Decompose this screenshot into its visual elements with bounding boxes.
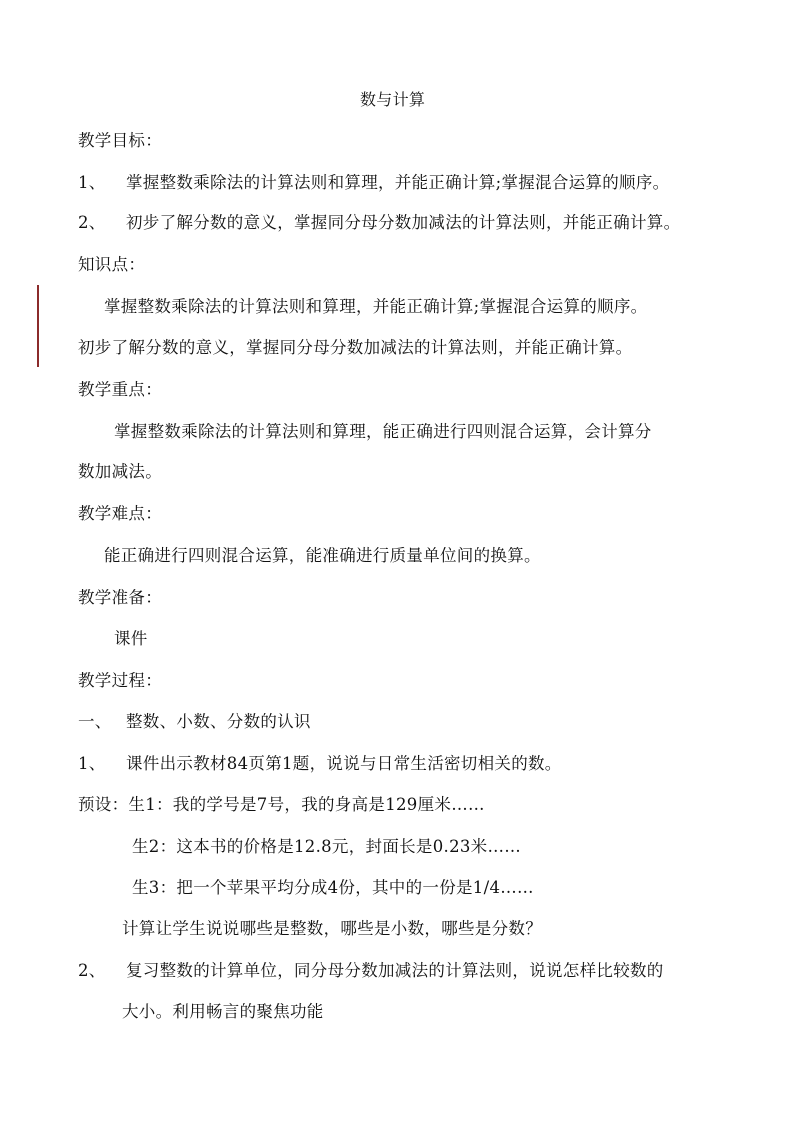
goals-heading: 教学目标： [78, 131, 162, 150]
key-line-2: 数加减法。 [78, 462, 162, 481]
goal-text: 掌握整数乘除法的计算法则和算理，并能正确计算;掌握混合运算的顺序。 [126, 173, 670, 192]
page-title: 数与计算 [360, 90, 426, 109]
step-2 [78, 960, 664, 982]
preset-line-1 [78, 794, 485, 816]
question-text: 计算让学生说说哪些是整数，哪些是小数，哪些是分数？ [122, 919, 542, 938]
part-text: 整数、小数、分数的认识 [126, 712, 311, 731]
goal-text: 初步了解分数的意义，掌握同分母分数加减法的计算法则，并能正确计算。 [126, 213, 681, 232]
key-line-1: 掌握整数乘除法的计算法则和算理，能正确进行四则混合运算，会计算分 [114, 422, 652, 441]
preset-line-2: 生2：这本书的价格是12.8元，封面长是0.23米…… [132, 837, 522, 856]
preset-line-3: 生3：把一个苹果平均分成4份，其中的一份是1/4…… [132, 878, 534, 897]
knowledge-item-2: 初步了解分数的意义，掌握同分母分数加减法的计算法则，并能正确计算。 [78, 338, 633, 357]
knowledge-heading: 知识点： [78, 255, 146, 274]
goal-item-2 [78, 212, 680, 234]
part-1 [78, 711, 311, 733]
step-text: 课件出示教材84页第1题，说说与日常生活密切相关的数。 [126, 754, 562, 773]
preset-text: 生1：我的学号是7号，我的身高是129厘米…… [128, 795, 485, 814]
difficult-text: 能正确进行四则混合运算，能准确进行质量单位间的换算。 [104, 546, 541, 565]
step-number: 2、 [78, 961, 106, 980]
goal-item-1 [78, 172, 669, 194]
step-text: 复习整数的计算单位，同分母分数加减法的计算法则，说说怎样比较数的 [126, 961, 664, 980]
step-1 [78, 753, 562, 775]
goal-number: 1、 [78, 173, 106, 192]
difficult-heading: 教学难点： [78, 504, 162, 523]
key-heading: 教学重点： [78, 380, 162, 399]
step-number: 1、 [78, 754, 106, 773]
preset-label: 预设： [78, 795, 129, 814]
margin-change-bar [37, 285, 39, 367]
prep-heading: 教学准备： [78, 588, 162, 607]
process-heading: 教学过程： [78, 671, 162, 690]
knowledge-item-1: 掌握整数乘除法的计算法则和算理，并能正确计算;掌握混合运算的顺序。 [104, 297, 648, 316]
step-2-continuation: 大小。利用畅言的聚焦功能 [122, 1002, 324, 1021]
prep-text: 课件 [114, 629, 148, 648]
goal-number: 2、 [78, 213, 106, 232]
part-number: 一、 [78, 712, 112, 731]
